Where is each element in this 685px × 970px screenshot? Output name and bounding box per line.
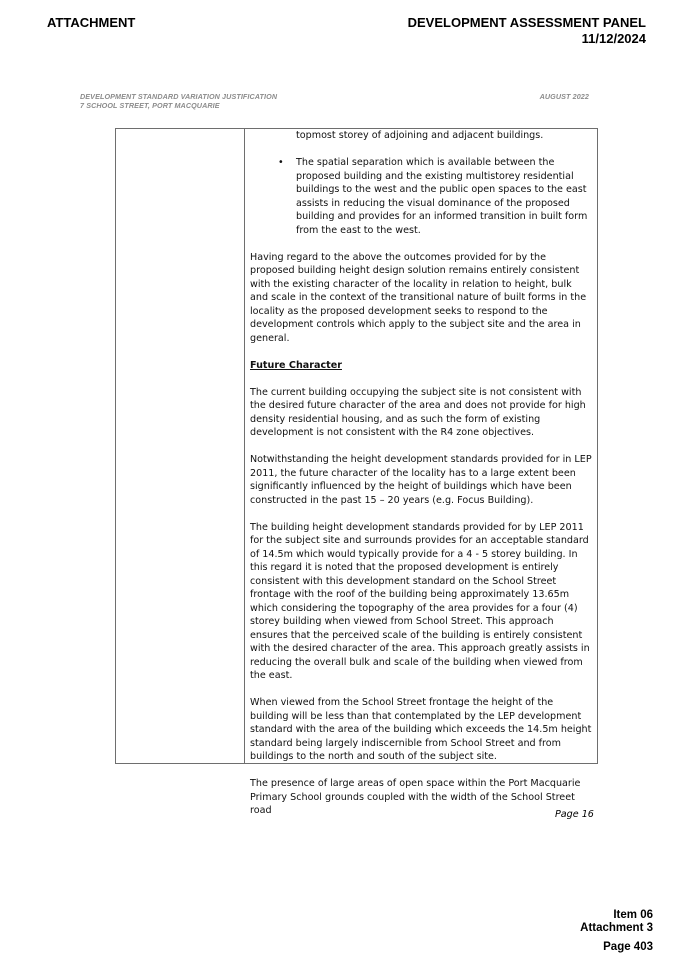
footer-item: Item 06 xyxy=(613,909,653,921)
document-date: AUGUST 2022 xyxy=(539,92,589,101)
panel-date: 11/12/2024 xyxy=(581,31,646,46)
panel-header xyxy=(408,15,646,47)
page-number: Page 16 xyxy=(555,809,594,820)
column-divider xyxy=(244,129,245,763)
bullet-continuation: topmost storey of adjoining and adjacent buildings. xyxy=(296,130,544,141)
content-cell xyxy=(250,129,592,831)
panel-title: DEVELOPMENT ASSESSMENT PANEL xyxy=(407,15,646,30)
attachment-label: ATTACHMENT xyxy=(47,15,136,30)
paragraph: The presence of large areas of open space within the Port Macquarie Primary School grounds coupled with the width of the School Street road xyxy=(250,778,581,816)
paragraph: Notwithstanding the height development standards provided for in LEP 2011, the future character of the locality has to a large extent been significantly influenced by the height of buildings which have been constructed in the past 15 – 20 years (e.g. Focus Building). xyxy=(250,454,592,506)
footer-page: Page 403 xyxy=(603,941,653,953)
bullet-item xyxy=(250,156,592,237)
footer-attachment: Attachment 3 xyxy=(580,922,653,934)
paragraph: The current building occupying the subject site is not consistent with the desired future character of the area and does not provide for high density residential housing, and as such the form of existing development is not consistent with the R4 zone objectives. xyxy=(250,386,586,438)
document-subheader xyxy=(80,92,277,110)
bullet-text: The spatial separation which is available between the proposed building and the existing multistorey residential buildings to the west and the public open spaces to the east assists in reducing the visual dominance of the proposed building and provides for an informed transition in built form from the east to the west. xyxy=(296,157,588,236)
document-title: DEVELOPMENT STANDARD VARIATION JUSTIFICATION xyxy=(80,92,278,101)
paragraph: When viewed from the School Street frontage the height of the building will be less than that contemplated by the LEP development standard with the area of the building which exceeds the 14.5m height standard being largely indiscernible from School Street and from buildings to the north and south of the subject site. xyxy=(250,697,592,762)
bullet-icon: • xyxy=(278,157,284,168)
section-heading: Future Character xyxy=(250,359,342,371)
document-address: 7 SCHOOL STREET, PORT MACQUARIE xyxy=(80,101,220,110)
paragraph: The building height development standards provided for by LEP 2011 for the subject site and surrounds provides for an acceptable standard of 14.5m which would typically provide for a 4 - 5 storey building. In this regard it is noted that the proposed development is entirely consistent with this development standard on the School Street frontage with the roof of the building being approximately 13.65m which considering the topography of the area provides for a four (4) storey building when viewed from School Street. This approach ensures that the perceived scale of the building is entirely consistent with the desired character of the area. This approach greatly assists in reducing the overall bulk and scale of the building when viewed from the east. xyxy=(250,521,590,681)
paragraph: Having regard to the above the outcomes provided for by the proposed building height design solution remains entirely consistent with the existing character of the locality in relation to height, bulk and scale in the context of the transitional nature of built forms in the locality as the proposed development seeks to respond to the development controls which apply to the subject site and the area in general. xyxy=(250,251,587,344)
